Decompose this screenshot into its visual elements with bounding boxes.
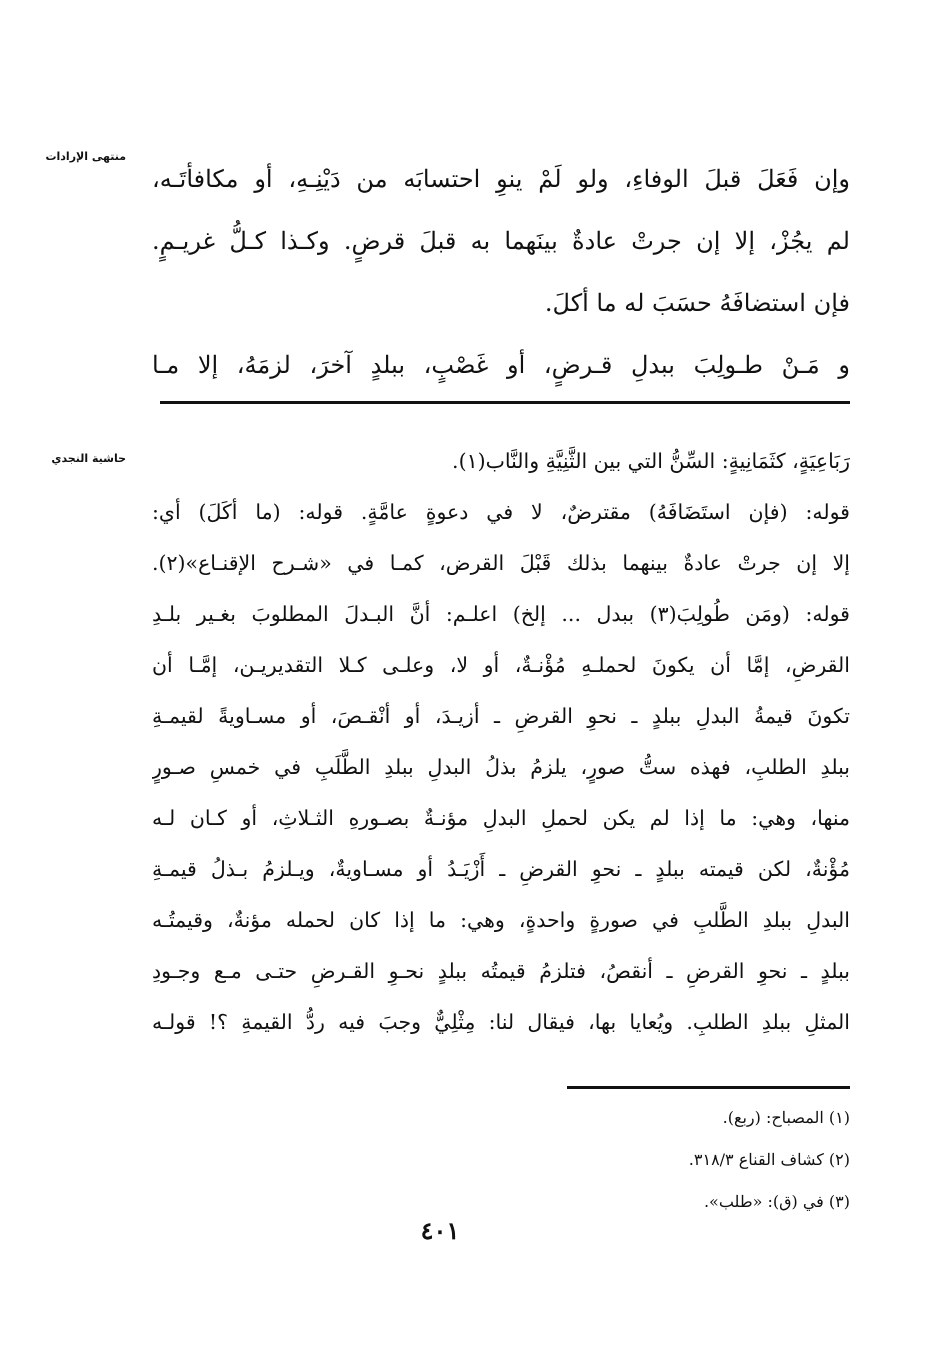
commentary-line: قوله: (فإن استَضَافَهُ) مقترضٌ، لا في دعوةٍ عامَّةٍ. قوله: (ما أكَلَ) أي: [152,500,850,524]
main-text-block [152,148,850,396]
page-number: ٤٠١ [420,1216,460,1245]
main-text-line: وإن فَعَلَ قبلَ الوفاءِ، ولو لَمْ ينوِ احتسابَه من دَيْنِـهِ، أو مكافأتَـه، [152,165,850,193]
footnote: (١) المصباح: (ربع). [722,1108,850,1127]
commentary-line: ببلدٍ ـ نحوِ القرضِ ـ أنقصُ، فتلزمُ قيمتُه ببلدٍ نحـوِ القـرضِ حتـى مـع وجـودِ [152,959,850,983]
commentary-line: رَبَاعِيَةٍ، كثَمَانِيةٍ: السِّنُّ التي بين الثَّنِيَّةِ والنَّاب(١). [452,449,850,473]
side-label-commentary: حاشية النجدي [51,452,126,465]
commentary-line: إلا إن جرتْ عادةٌ بينهما بذلك قَبْلَ القرض، كمـا في «شـرح الإقنـاع»(٢). [152,551,850,575]
commentary-line: تكونَ قيمةُ البدلِ ببلدٍ ـ نحوِ القرضِ ـ أزيـدَ، أو أنْقـصَ، أو مسـاويةً لقيمـةِ [152,704,850,728]
footnote-divider [567,1086,850,1089]
commentary-line: المثلِ ببلدِ الطلبِ. ويُعايا بها، فيقال لنا: مِثْلِيٌّ وجبَ فيه ردُّ القيمةِ ؟! قولـه [152,1010,850,1034]
side-label-main: منتهى الإرادات [45,150,126,163]
main-text-line: و مَـنْ طـولِبَ ببدلِ قـرضٍ، أو غَصْبٍ، ببلدٍ آخرَ، لزمَهُ، إلا مـا [152,351,850,379]
footnote: (٢) كشاف القناع ٣١٨/٣. [688,1150,850,1169]
commentary-line: البدلِ ببلدِ الطَّلبِ في صورةٍ واحدةٍ، وهي: ما إذا كان لحمله مؤنةٌ، وقيمتُـه [152,908,850,932]
section-divider [160,401,850,404]
main-text-line: فإن استضافَهُ حسَبَ له ما أكلَ. [544,289,850,317]
commentary-line: مُؤْنةٌ، لكن قيمته ببلدٍ ـ نحوِ القرضِ ـ أَزْيَـدُ أو مسـاويةٌ، ويـلزمُ بـذلُ قيمـةِ [152,857,850,881]
commentary-block [152,436,850,1048]
commentary-line: القرضِ، إمَّا أن يكونَ لحملـهِ مُؤْنـةٌ، أو لا، وعلـى كـلا التقديريـن، إمَّـا أن [152,653,850,677]
commentary-line: قوله: (ومَن طُولِبَ(٣) ببدل ... إلخ) اعلـم: أنَّ البـدلَ المطلوبَ بغـير بلـدِ [152,602,850,626]
footnote: (٣) في (ق): «طلب». [703,1192,850,1211]
commentary-line: ببلدِ الطلبِ، فهذه ستُّ صورٍ، يلزمُ بذلُ البدلِ ببلدِ الطَّلَبِ في خمسِ صـورٍ [152,755,850,779]
main-text-line: لم يجُزْ، إلا إن جرتْ عادةٌ بينَهما به قبلَ قرضٍ. وكـذا كـلُّ غريـمٍ. [152,227,850,255]
commentary-line: منها، وهي: ما إذا لم يكن لحملِ البدلِ مؤنـةٌ بصـورهِ الثـلاثِ، أو كـان لـه [152,806,850,830]
footnotes [560,1100,850,1226]
